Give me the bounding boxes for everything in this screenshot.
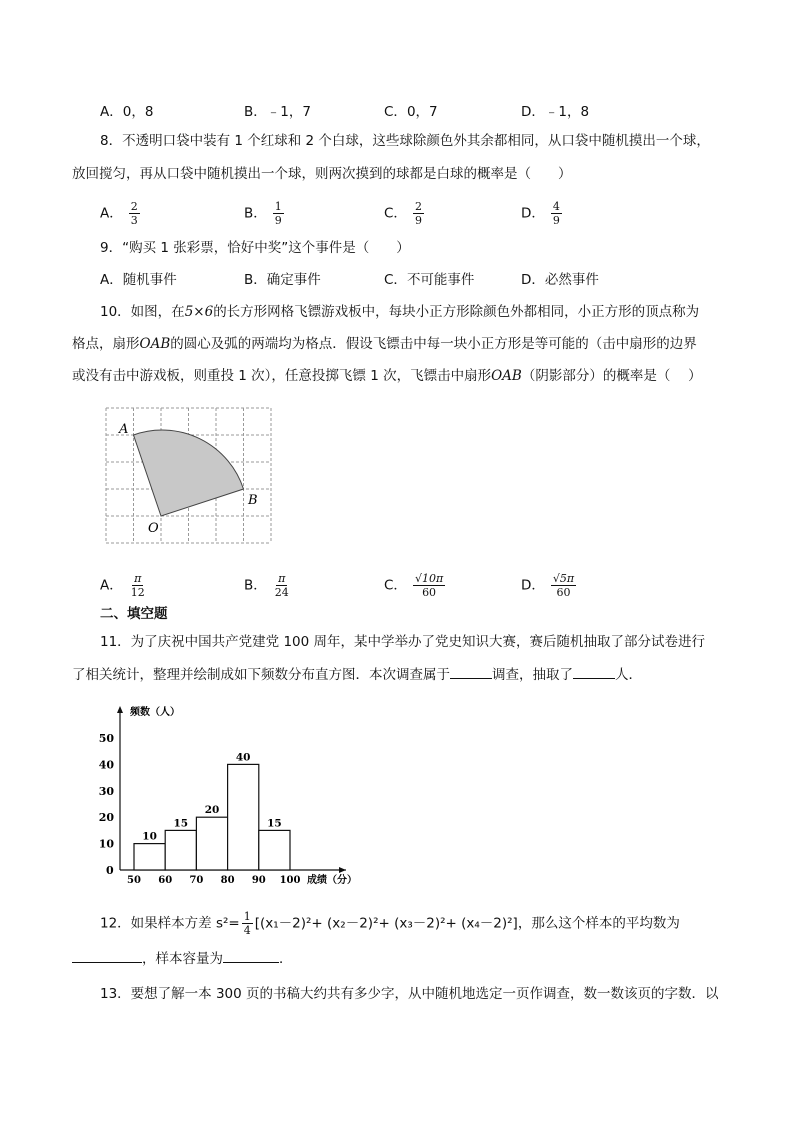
q8-option-d[interactable]: D． $\frac{4}{9}$: [521, 200, 560, 227]
q7-option-c[interactable]: C．0，7: [384, 104, 438, 120]
x-axis-label: 成绩（分）: [307, 875, 357, 886]
q10-text-line3: 或没有击中游戏板，则重投 1 次），任意投掷飞镖 1 次，飞镖击中扇形OAB（阴影部分）的概率是（ ）: [72, 368, 702, 384]
histogram-bar: [196, 817, 227, 870]
point-label-o: O: [148, 521, 159, 536]
q11-text-line2: 了相关统计，整理并绘制成如下频数分布直方图．本次调查属于 调查，抽取了 人．: [72, 664, 724, 685]
q7-option-d[interactable]: D．﹣1，8: [521, 104, 590, 120]
bar-value-label: 15: [173, 817, 189, 830]
fraction: $\frac{\pi}{12}$: [130, 572, 145, 599]
q10-option-a[interactable]: A． $\frac{\pi}{12}$: [100, 572, 145, 599]
q8-option-b[interactable]: B． $\frac{1}{9}$: [244, 200, 282, 227]
fraction: $\frac{2}{9}$: [414, 200, 422, 227]
q12-text-line1: 12．如果样本方差 s²= $\frac{1}{4}$ [(x₁－2)²+ (x₂－2)²+ (x₃－2)²+ (x₄－2)²]，那么这个样本的平均数为: [100, 910, 680, 937]
y-tick-label: 30: [98, 784, 114, 798]
bar-value-label: 10: [142, 830, 157, 843]
fraction: $\frac{2}{3}$: [130, 200, 138, 227]
x-axis-arrow: [339, 867, 346, 873]
q11-text-line1: 11．为了庆祝中国共产党建党 100 周年，某中学举办了党史知识大赛，赛后随机抽取了部分试卷进行: [100, 634, 706, 650]
point-label-b: B: [248, 493, 258, 508]
bar-value-label: 15: [267, 817, 282, 830]
q10-figure-grid: [100, 405, 275, 550]
point-label-a: A: [119, 422, 129, 437]
sector-oab: [134, 430, 244, 516]
q8-option-a[interactable]: A． $\frac{2}{3}$: [100, 200, 138, 227]
answer-blank[interactable]: [223, 948, 279, 963]
q8-text-line2: 放回搅匀，再从口袋中随机摸出一个球，则两次摸到的球都是白球的概率是（ ）: [72, 166, 572, 182]
answer-blank[interactable]: [72, 948, 142, 963]
x-tick-label: 60: [158, 875, 173, 886]
q9-text: 9．“购买 1 张彩票，恰好中奖”这个事件是（ ）: [100, 240, 410, 256]
y-tick-label: 40: [98, 758, 114, 772]
q7-option-a[interactable]: A．0，8: [100, 104, 154, 120]
y-tick-label: 10: [98, 837, 114, 851]
x-tick-label: 90: [251, 875, 266, 886]
fraction: $\frac{4}{9}$: [552, 200, 560, 227]
answer-blank[interactable]: [450, 664, 492, 679]
y-axis-arrow: [117, 706, 123, 713]
y-axis-label: 频数（人）: [130, 707, 180, 718]
fraction: $\frac{√5\pi}{60}$: [552, 572, 575, 599]
q10-text-line1: 10．如图，在5×6的长方形网格飞镖游戏板中，每块小正方形除颜色外都相同，小正方形的顶点称为: [100, 304, 700, 320]
y-tick-label: 50: [98, 732, 114, 745]
x-tick-label: 80: [220, 875, 235, 886]
answer-blank[interactable]: [573, 664, 615, 679]
section-title-fill-in: 二、填空题: [100, 606, 168, 622]
q13-text-line1: 13．要想了解一本 300 页的书稿大约共有多少字，从中随机地选定一页作调查，数一数该页的字数．以: [100, 986, 719, 1002]
x-tick-label: 50: [127, 875, 141, 886]
fraction: $\frac{1}{9}$: [274, 200, 282, 227]
histogram-bar: [165, 830, 196, 870]
q10-option-d[interactable]: D． $\frac{√5\pi}{60}$: [521, 572, 575, 599]
y-tick-label: 20: [98, 811, 114, 825]
q9-option-b[interactable]: B．确定事件: [244, 272, 321, 288]
q10-option-b[interactable]: B． $\frac{\pi}{24}$: [244, 572, 289, 599]
q9-option-c[interactable]: C．不可能事件: [384, 272, 475, 288]
histogram-chart: [96, 700, 366, 890]
q9-option-a[interactable]: A．随机事件: [100, 272, 177, 288]
q10-text-line2: 格点，扇形OAB的圆心及弧的两端均为格点．假设飞镖击中每一块小正方形是等可能的（击中扇形的边界: [72, 336, 697, 352]
x-tick-label: 70: [189, 875, 204, 886]
fraction: $\frac{1}{4}$: [243, 910, 251, 937]
histogram-bar: [259, 830, 290, 870]
bar-value-label: 20: [204, 804, 220, 817]
q7-option-b[interactable]: B．﹣1，7: [244, 104, 311, 120]
q8-option-c[interactable]: C． $\frac{2}{9}$: [384, 200, 422, 227]
x-tick-label: 100: [279, 875, 301, 886]
histogram-bar: [134, 844, 165, 870]
q8-text-line1: 8．不透明口袋中装有 1 个红球和 2 个白球，这些球除颜色外其余都相同，从口袋中随机摸出一个球，: [100, 133, 710, 149]
q12-text-line2: ，样本容量为 ．: [72, 948, 724, 969]
histogram-bar: [228, 764, 259, 870]
fraction: $\frac{\pi}{24}$: [274, 572, 289, 599]
q9-option-d[interactable]: D．必然事件: [521, 272, 599, 288]
bar-value-label: 40: [235, 751, 251, 764]
origin-label: 0: [106, 864, 114, 877]
fraction: $\frac{√10\pi}{60}$: [414, 572, 444, 599]
q10-option-c[interactable]: C． $\frac{√10\pi}{60}$: [384, 572, 444, 599]
